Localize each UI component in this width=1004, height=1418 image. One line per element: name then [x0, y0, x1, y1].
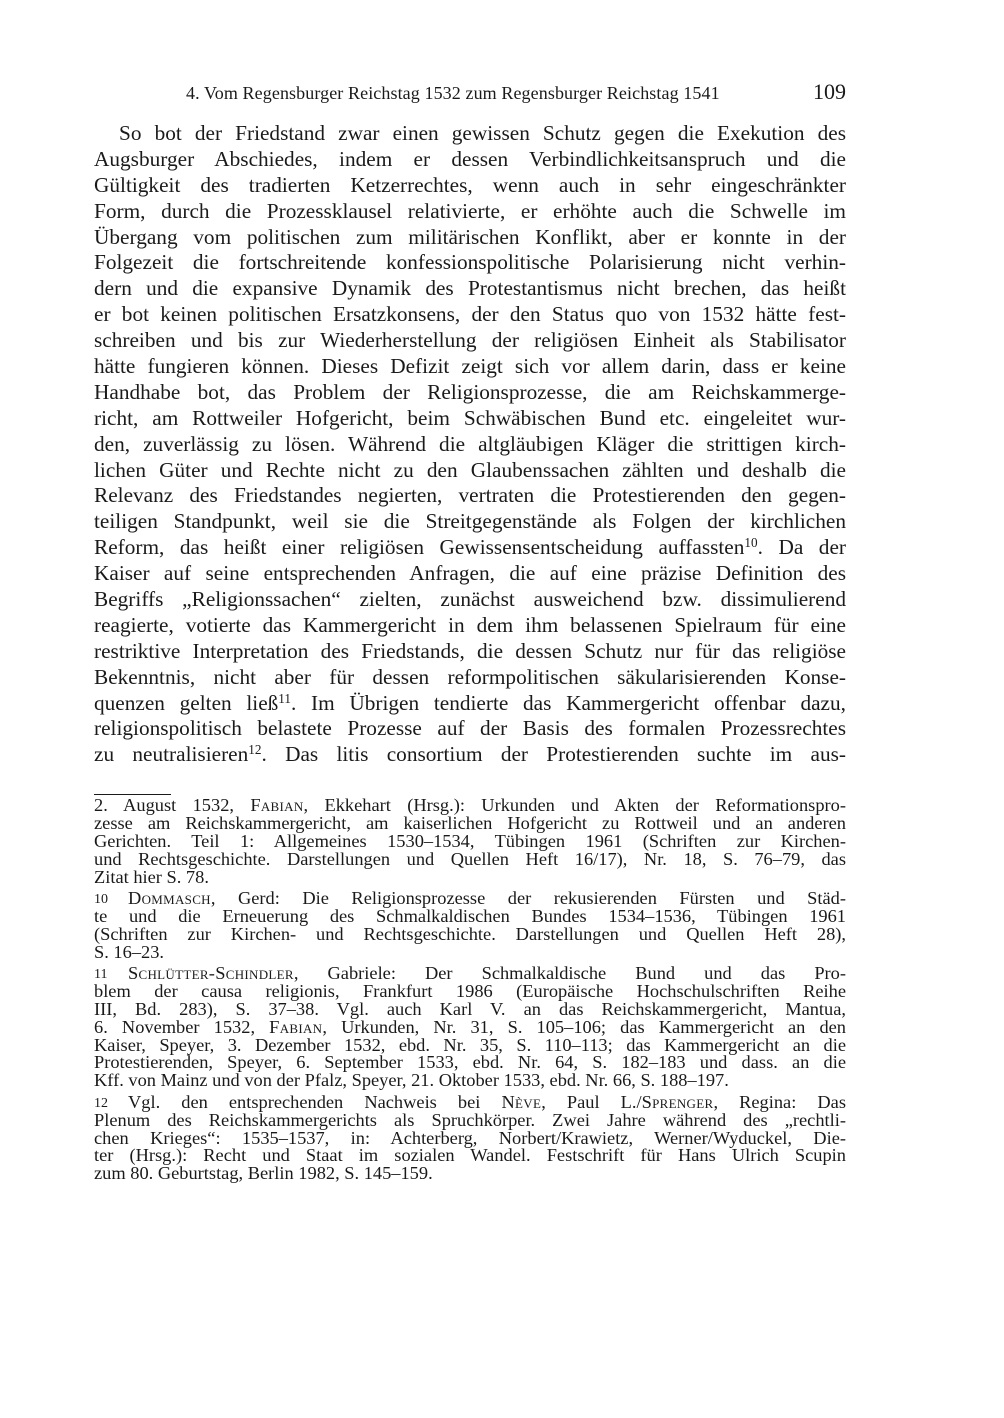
body-line: Kaiser auf seine entsprechenden Anfragen, die auf eine präzise Definition des [94, 561, 846, 586]
footnote-number: 10 [94, 891, 108, 907]
body-line: richt, am Rottweiler Hofgericht, beim Schwäbischen Bund etc. eingeleitet wur- [94, 405, 846, 430]
body-line: Begriffs „Religionssachen“ zielten, zunächst ausweichend bzw. dissimulierend [94, 587, 846, 612]
body-line: Handhabe bot, das Problem der Religionsprozesse, die am Reichskammerge- [94, 379, 846, 404]
footnote-line: Plenum des Reichskammergerichts als Spruchkörper. Zwei Jahre während des „rechtli- [94, 1109, 846, 1130]
footnote-text: , Gabriele: Der Schmalkaldische Bund und das Pro- [293, 963, 846, 984]
footnote-line: und Rechtsgeschichte. Darstellungen und Quellen Heft 16/17), Nr. 18, S. 76–79, das [94, 848, 846, 869]
footnote-text: , Regina: Das [713, 1091, 846, 1112]
body-line: Gültigkeit des tradierten Ketzerrechtes, wenn auch in sehr eingeschränkter [94, 172, 846, 197]
body-text-run: Reform, das heißt einer religiösen Gewissensentscheidung auffassten [94, 535, 745, 560]
footnote-line: zum 80. Geburtstag, Berlin 1982, S. 145–159. [94, 1163, 433, 1184]
body-line [94, 535, 846, 561]
body-line: er bot keinen politischen Ersatzkonsens, der den Status quo von 1532 hätte fest- [94, 302, 846, 327]
footnote-line: Kaiser, Speyer, 3. Dezember 1532, ebd. Nr. 35, S. 110–113; das Kammergericht an die [94, 1034, 846, 1055]
footnote-line: Zitat hier S. 78. [94, 866, 209, 887]
body-line: lichen Güter und Rechte nicht zu den Glaubenssachen zählten und deshalb die [94, 457, 846, 482]
body-line [94, 691, 846, 717]
author-name: Fabian [250, 795, 304, 815]
body-line [94, 742, 846, 768]
running-head [94, 78, 846, 108]
footnote-number: 12 [94, 1095, 108, 1111]
body-line: restriktive Interpretation des Friedstands, die dessen Schutz nur für das religiöse [94, 638, 846, 663]
footnote-ref-12[interactable]: 12 [248, 742, 262, 758]
body-line: religionspolitisch belastete Prozesse auf der Basis des formalen Prozessrechtes [94, 716, 846, 741]
footnotes [94, 797, 846, 1183]
footnote-line: te und die Erneuerung des Schmalkaldischen Bundes 1534–1536, Tübingen 1961 [94, 905, 846, 926]
body-line: Augsburger Abschiedes, indem er dessen Verbindlichkeitsanspruch und die [94, 146, 846, 171]
author-name: Dommasch [128, 887, 211, 908]
body-line: Folgezeit die fortschreitende konfessionspolitische Polarisierung nicht verhin- [94, 250, 846, 275]
body-line: reagierte, votierte das Kammergericht in dem ihm belassenen Spielraum für eine [94, 612, 846, 637]
body-line: Relevanz des Friedstandes negierten, vertraten die Protestierenden den gegen- [94, 483, 846, 508]
footnote-line: chen Krieges“: 1535–1537, in: Achterberg, Norbert/Krawietz, Werner/Wyduckel, Die- [94, 1127, 846, 1148]
body-line: Bekenntnis, nicht aber für dessen reformpolitischen säkularisierenden Konse- [94, 664, 846, 689]
body-paragraph [94, 121, 846, 768]
footnote-text: 2. August 1532, [94, 795, 251, 815]
author-name: Schlütter-Schindler [128, 963, 294, 984]
footnote-line: ter (Hrsg.): Recht und Staat im sozialen Wandel. Festschrift für Hans Ulrich Scupin [94, 1145, 846, 1166]
body-line: Übergang vom politischen zum militärischen Konflikt, aber er konnte in der [94, 224, 846, 249]
body-text-run: quenzen gelten ließ [94, 690, 279, 715]
body-line: Form, durch die Prozessklausel relativierte, er erhöhte auch die Schwelle im [94, 198, 846, 223]
footnote-text: , Urkunden, Nr. 31, S. 105–106; das Kammergericht an den [322, 1016, 846, 1037]
author-name: Fabian [269, 1016, 323, 1037]
body-line: So bot der Friedstand zwar einen gewissen Schutz gegen die Exekution des [119, 121, 846, 145]
author-name: Nève [501, 1091, 542, 1112]
footnote-line: S. 16–23. [94, 941, 164, 962]
body-line: dern und die expansive Dynamik des Protestantismus nicht brechen, das heißt [94, 276, 846, 301]
body-line: schreiben und bis zur Wiederherstellung der religiösen Einheit als Stabilisator [94, 328, 846, 353]
body-text-run: . Das litis consortium der Protestierenden suchte im aus- [261, 742, 846, 767]
body-text-run: . Da der [757, 535, 846, 560]
footnote-text: , Paul L./ [541, 1091, 642, 1112]
footnote-line [94, 1016, 846, 1037]
footnote-ref-10[interactable]: 10 [744, 535, 758, 550]
footnote-text: Vgl. den entsprechenden Nachweis bei [128, 1091, 502, 1112]
footnote-line: Protestierenden, Speyer, 6. September 1533, ebd. Nr. 64, S. 182–183 und dass. an die [94, 1052, 846, 1073]
footnote-line: (Schriften zur Kirchen- und Rechtsgeschichte. Darstellungen und Quellen Heft 28), [94, 923, 846, 944]
footnote-line: zesse am Reichskammergericht, am kaiserlichen Hofgericht zu Rottweil und an anderen [94, 812, 846, 833]
footnote-line [94, 1091, 846, 1112]
footnote-ref-11[interactable]: 11 [278, 690, 291, 706]
footnote-line: III, Bd. 283), S. 37–38. Vgl. auch Karl V. an das Reichskammergericht, Mantua, [94, 998, 846, 1019]
body-text-run: . Im Übrigen tendierte das Kammergericht offenbar dazu, [291, 690, 846, 715]
footnote-text: , Gerd: Die Religionsprozesse der rekusierenden Fürsten und Städ- [210, 887, 846, 908]
footnote-11 [94, 965, 846, 1090]
footnote-9-continued [94, 797, 846, 886]
footnote-text: , Ekkehart (Hrsg.): Urkunden und Akten der Reformationspro- [303, 795, 846, 815]
body-line: den, zuverlässig zu lösen. Während die altgläubigen Kläger die strittigen kirch- [94, 431, 846, 456]
footnote-10 [94, 887, 846, 962]
body-line: teiligen Standpunkt, weil sie die Streitgegenstände als Folgen der kirchlichen [94, 509, 846, 534]
body-text-run: zu neutralisieren [94, 742, 249, 767]
running-title: 4. Vom Regensburger Reichstag 1532 zum Regensburger Reichstag 1541 [186, 83, 720, 103]
page-number: 109 [813, 79, 846, 104]
body-line: hätte fungieren können. Dieses Defizit zeigt sich vor allem darin, dass er keine [94, 354, 846, 379]
footnote-text: 6. November 1532, [94, 1016, 270, 1037]
footnote-line: blem der causa religionis, Frankfurt 1986 (Europäische Hochschulschriften Reihe [94, 980, 846, 1001]
footnote-12 [94, 1091, 846, 1184]
footnote-line: Gerichten. Teil 1: Allgemeines 1530–1534, Tübingen 1961 (Schriften zur Kirchen- [94, 830, 846, 851]
author-name: Sprenger [641, 1091, 714, 1112]
footnote-number: 11 [94, 967, 108, 983]
footnote-line: Kff. von Mainz und von der Pfalz, Speyer, 21. Oktober 1533, ebd. Nr. 66, S. 188–197. [94, 1070, 729, 1091]
